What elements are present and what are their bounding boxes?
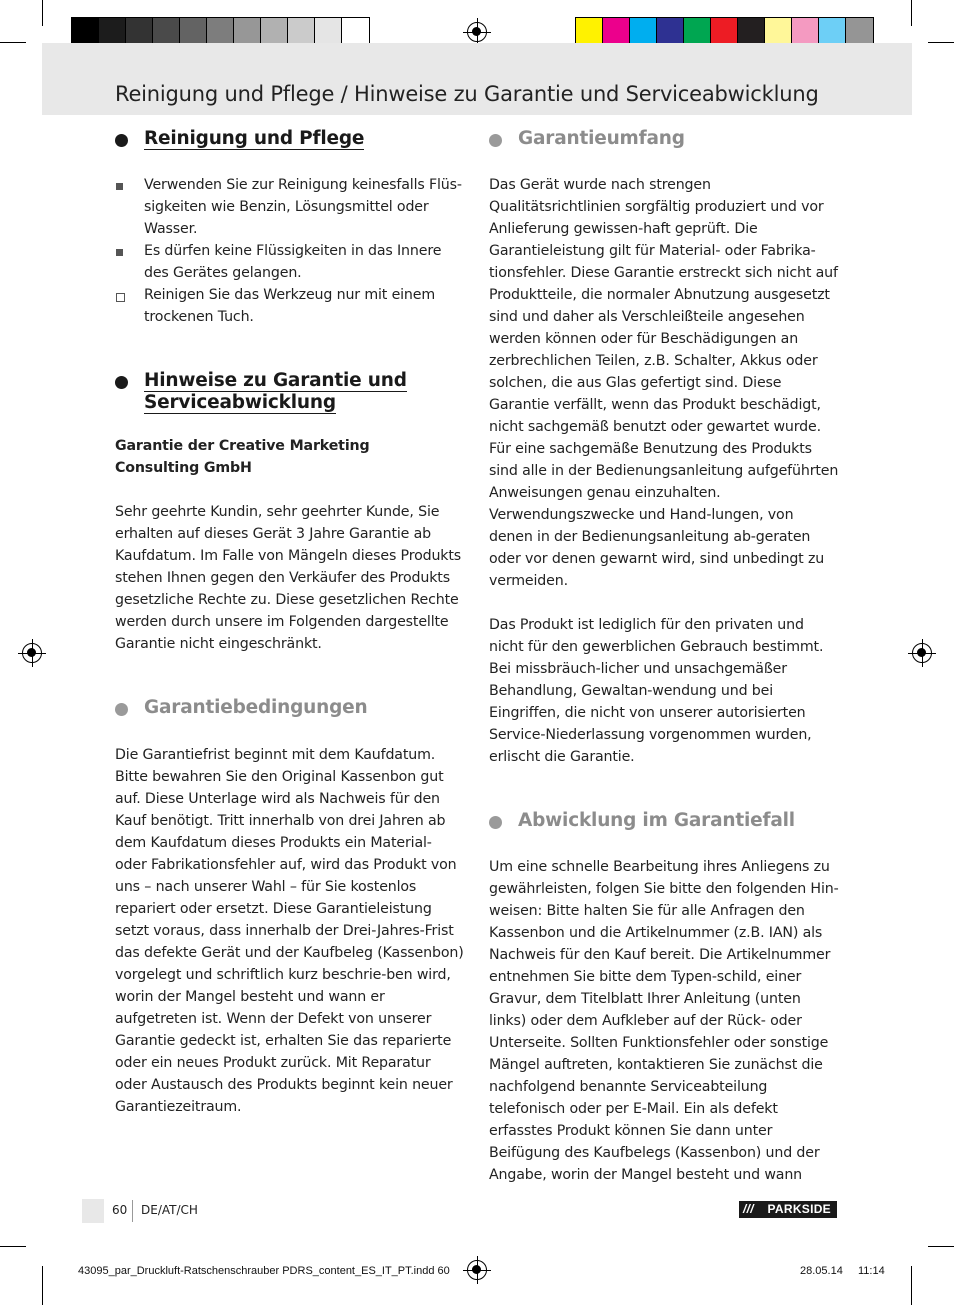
registration-mark-icon <box>467 1260 487 1280</box>
warranty-subheading: Garantie der Creative Marketing Consulting GmbH <box>115 438 370 476</box>
color-swatch <box>261 18 288 46</box>
registration-mark-icon <box>912 643 932 663</box>
color-swatch <box>738 18 765 46</box>
color-swatch <box>153 18 180 46</box>
color-swatch <box>342 18 369 46</box>
warranty-intro-text: Sehr geehrte Kundin, sehr geehrter Kunde, Sie erhalten auf dieses Gerät 3 Jahre Garantie ab Kaufdatum. Im Falle von Mängeln dieses Produkts stehen Ihnen gegen den Verkäufer des Produkts gesetzliche Rechte zu. Diese gesetzlichen Rechte werden durch unsere im Folgenden dargestellte Garantie nicht eingeschränkt. <box>115 504 462 652</box>
color-swatch <box>819 18 846 46</box>
brand-slashes: /// <box>743 1202 754 1216</box>
page-title: Reinigung und Pflege / Hinweise zu Garantie und Serviceabwicklung <box>115 82 819 106</box>
color-swatch <box>684 18 711 46</box>
color-swatch <box>630 18 657 46</box>
page-number-box <box>82 1199 104 1223</box>
brand-logo <box>739 1201 837 1218</box>
cleaning-list <box>115 174 465 328</box>
color-swatch <box>315 18 342 46</box>
conditions-text: Die Garantiefrist beginnt mit dem Kaufdatum. Bitte bewahren Sie den Original Kassenbon gut auf. Diese Unterlage wird als Nachweis für den Kauf benötigt. Tritt innerhalb von drei Jahren ab dem Kaufdatum dieses Produkts ein Material- oder Fabrikationsfehler auf, wird das Produkt von uns – nach unserer Wahl – für Sie kostenlos repariert oder ersetzt. Diese Garantieleistung setzt voraus, dass innerhalb der Drei-Jahres-Frist das defekte Gerät und der Kaufbeleg (Kassenbon) vorgelegt und schriftlich kurz beschrie-ben wird, worin der Mangel besteht und wann er aufgetreten ist. Wenn der Defekt von unserer Garantie gedeckt ist, erhalten Sie das reparierte oder ein neues Produkt zurück. Mit Reparatur oder Austausch des Produkts beginnt kein neuer Garantiezeitraum. <box>115 747 464 1115</box>
list-item: Verwenden Sie zur Reinigung keinesfalls Flüs-sigkeiten wie Benzin, Lösungsmittel oder Wasser. <box>115 174 465 240</box>
region-label: DE/AT/CH <box>141 1203 198 1217</box>
footer-divider <box>132 1200 133 1222</box>
crop-mark <box>42 0 43 26</box>
scope-text-private-use: Das Produkt ist lediglich für den privaten und nicht für den gewerblichen Gebrauch bestimmt. Bei missbräuch-licher und unsachgemäßer Behandlung, Gewaltan-wendung und bei Eingriffen, die nicht von unserer autorisierten Service-Niederlassung vorgenommen wurden, erlischt die Garantie. <box>489 617 824 765</box>
file-slug: 43095_par_Druckluft-Ratschenschrauber PDRS_content_ES_IT_PT.indd 60 <box>78 1265 450 1277</box>
color-swatch <box>99 18 126 46</box>
right-column <box>489 128 839 1186</box>
registration-mark-icon <box>467 22 487 42</box>
brand-name: PARKSIDE <box>767 1202 831 1216</box>
left-column <box>115 128 465 1118</box>
crop-mark <box>911 1266 912 1305</box>
color-swatch <box>846 18 873 46</box>
section-heading-warranty-notes: Hinweise zu Garantie und Serviceabwicklung <box>115 370 465 414</box>
registration-mark-icon <box>22 643 42 663</box>
color-swatch <box>72 18 99 46</box>
color-swatch <box>711 18 738 46</box>
color-swatch <box>765 18 792 46</box>
crop-mark <box>42 1266 43 1305</box>
color-swatch <box>288 18 315 46</box>
crop-mark <box>0 1246 26 1247</box>
slug-date: 28.05.14 <box>800 1265 843 1277</box>
handling-text: Um eine schnelle Bearbeitung ihres Anliegens zu gewährleisten, folgen Sie bitte den folgenden Hin-weisen: Bitte halten Sie für alle Anfragen den Kassenbon und die Artikelnummer (z.B. IAN) als Nachweis für den Kauf bereit. Die Artikelnummer entnehmen Sie bitte dem Typen-schild, einer Gravur, dem Titelblatt Ihrer Anleitung (unten links) oder dem Aufkleber auf der Rück- oder Unterseite. Sollten Funktionsfehler oder sonstige Mängel auftreten, kontaktieren Sie zunächst die nachfolgend benannte Serviceabteilung telefonisch oder per E-Mail. Ein als defekt erfasstes Produkt können Sie dann unter Beifügung des Kaufbelegs (Kassenbon) und der Angabe, worin der Mangel besteht und wann <box>489 859 839 1183</box>
color-swatch <box>792 18 819 46</box>
scope-text: Das Gerät wurde nach strengen Qualitätsrichtlinien sorgfältig produziert und vor Anlieferung gewissen-haft geprüft. Die Garantieleistung gilt für Material- oder Fabrika-tionsfehler. Diese Garantie erstreckt sich nicht auf Produktteile, die normaler Abnutzung ausgesetzt sind und daher als Verschleißteile angesehen werden können oder für Beschädigungen an zerbrechlichen Teilen, z.B. Schalter, Akkus oder solchen, die aus Glas gefertigt sind. Diese Garantie verfällt, wenn das Produkt beschädigt, nicht sachgemäß benutzt oder gewartet wurde. Für eine sachgemäße Benutzung des Produkts sind alle in der Bedienungsanleitung aufgeführten Anweisungen genau einzuhalten. Verwendungszwecke und Hand-lungen, von denen in der Bedienungsanleitung ab-geraten oder vor denen gewarnt wird, sind unbedingt zu vermeiden. <box>489 177 839 589</box>
color-swatch <box>126 18 153 46</box>
color-swatch <box>207 18 234 46</box>
page-number: 60 <box>112 1203 128 1217</box>
crop-mark <box>928 42 954 43</box>
section-heading-cleaning: Reinigung und Pflege <box>115 128 465 150</box>
list-item: Es dürfen keine Flüssigkeiten in das Innere des Gerätes gelangen. <box>115 240 465 284</box>
color-swatch <box>576 18 603 46</box>
section-heading-conditions: Garantiebedingungen <box>115 697 465 719</box>
color-swatch <box>234 18 261 46</box>
slug-time: 11:14 <box>858 1265 885 1277</box>
section-heading-handling: Abwicklung im Garantiefall <box>489 810 839 832</box>
color-swatch <box>657 18 684 46</box>
section-heading-scope: Garantieumfang <box>489 128 839 150</box>
crop-mark <box>0 42 26 43</box>
color-swatch <box>603 18 630 46</box>
list-item: Reinigen Sie das Werkzeug nur mit einem trockenen Tuch. <box>115 284 465 328</box>
crop-mark <box>928 1246 954 1247</box>
color-swatch <box>180 18 207 46</box>
crop-mark <box>911 0 912 26</box>
